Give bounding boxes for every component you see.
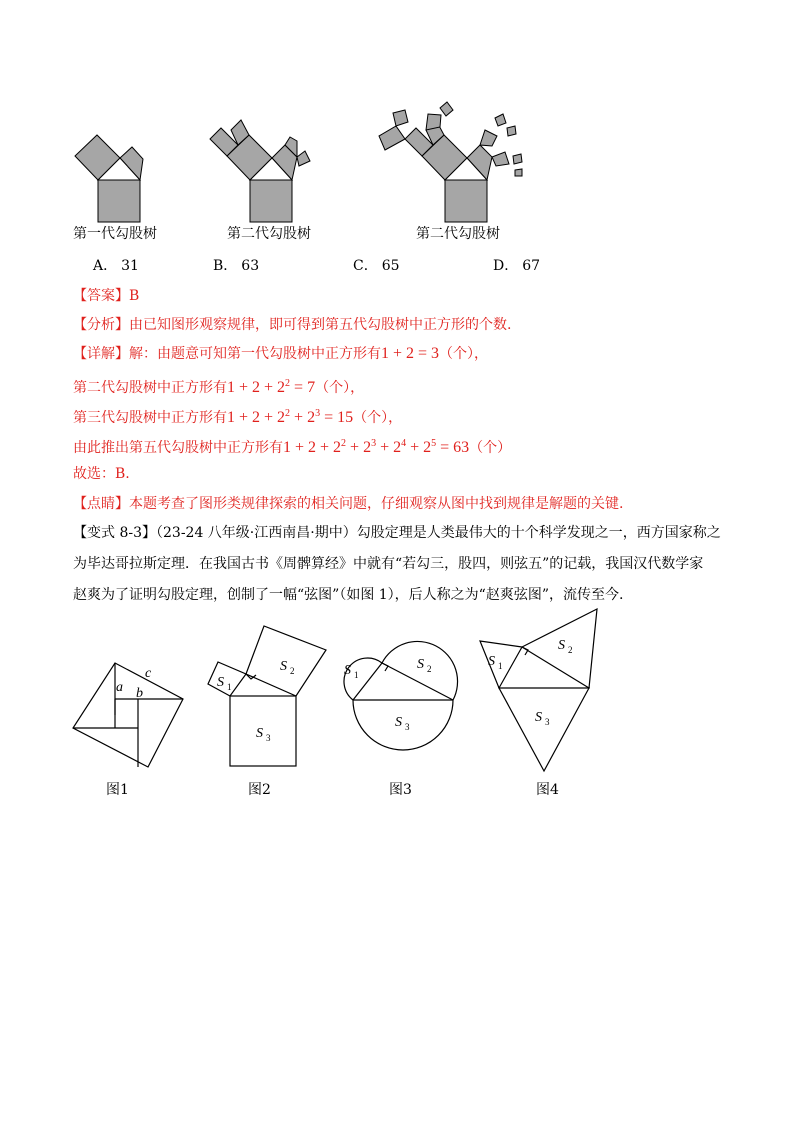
pythagoras-tree-gen3 [375, 98, 540, 228]
option-c[interactable] [353, 256, 400, 276]
figure-caption-2: 图2 [248, 782, 271, 798]
label-s3-sub: 3 [405, 722, 410, 732]
comment-tag: 【点睛】 [73, 496, 129, 512]
detail-line-1 [73, 344, 488, 364]
label-s1-sub: 1 [227, 682, 232, 692]
option-a[interactable] [93, 256, 139, 276]
option-b[interactable] [213, 256, 259, 276]
detail-line-4-text: 由此推出第五代勾股树中正方形有 [73, 440, 283, 456]
analysis-tag: 【分析】 [73, 317, 129, 333]
variant-tag: 【变式 8-3】 [73, 525, 156, 541]
comment-text: 本题考查了图形类规律探索的相关问题，仔细观察从图中找到规律是解题的关键. [129, 496, 624, 512]
detail-line-2 [73, 374, 364, 398]
label-s3-sub: 3 [266, 733, 271, 743]
label-s2: S [280, 659, 287, 674]
label-s2: S [558, 638, 565, 653]
option-c-value: 65 [381, 258, 400, 274]
label-s1: S [344, 663, 351, 678]
variant-line-1 [73, 523, 721, 543]
detail-line-3-math: $1 + 2 + 2^2 + 2^3 = 15$ [227, 408, 354, 426]
option-b-value: 63 [241, 258, 260, 274]
detail-tag: 【详解】 [73, 346, 129, 362]
label-s2-sub: 2 [290, 666, 295, 676]
answer-line [73, 286, 139, 306]
detail-line-2-text: 第二代勾股树中正方形有 [73, 380, 227, 396]
option-d-value: 67 [522, 258, 541, 274]
detail-line-1-text: 解：由题意可知第一代勾股树中正方形有 [129, 346, 381, 362]
label-s1-sub: 1 [354, 670, 359, 680]
option-d[interactable] [493, 256, 540, 276]
label-c: c [145, 666, 152, 681]
pythagoras-tree-gen1 [70, 125, 170, 225]
comment-line [73, 494, 623, 514]
label-s2-sub: 2 [568, 645, 573, 655]
label-b: b [136, 686, 143, 701]
variant-text-1: （23-24 八年级·江西南昌·期中）勾股定理是人类最伟大的十个科学发现之一，西方国家称之 [156, 525, 721, 541]
detail-line-1-unit: （个）， [439, 346, 489, 362]
tree-caption-3: 第二代勾股树 [416, 226, 500, 242]
answer-text: B [129, 288, 140, 304]
analysis-text: 由已知图形观察规律，即可得到第五代勾股树中正方形的个数. [129, 317, 512, 333]
label-s2: S [417, 657, 424, 672]
detail-line-3-text: 第三代勾股树中正方形有 [73, 410, 227, 426]
detail-line-4 [73, 434, 511, 458]
label-s3-sub: 3 [545, 717, 550, 727]
tree-caption-2: 第二代勾股树 [227, 226, 311, 242]
detail-line-2-math: $1 + 2 + 2^2 = 7$ [227, 378, 316, 396]
figure-caption-3: 图3 [389, 782, 412, 798]
detail-line-2-unit: （个）， [315, 380, 365, 396]
detail-line-1-math: 1 + 2 = 3 [381, 345, 440, 362]
figure-caption-1: 图1 [106, 782, 129, 798]
figure-2-squares [200, 616, 330, 771]
detail-line-3-unit: （个）， [353, 410, 403, 426]
option-a-letter: A． [93, 258, 118, 274]
label-s1-sub: 1 [498, 661, 503, 671]
detail-line-4-math: $1 + 2 + 2^2 + 2^3 + 2^4 + 2^5 = 63$ [283, 438, 470, 456]
figure-3-semicircles [335, 630, 470, 780]
label-s3: S [256, 726, 263, 741]
detail-line-3 [73, 404, 402, 428]
option-c-letter: C． [353, 258, 378, 274]
detail-conclusion: 故选：B. [73, 466, 130, 482]
figure-4-triangles [480, 606, 620, 776]
label-s1: S [217, 675, 224, 690]
option-d-letter: D． [493, 258, 519, 274]
analysis-line [73, 315, 511, 335]
label-a: a [116, 680, 123, 695]
figure-1-string-diagram [70, 660, 190, 770]
variant-line-2: 为毕达哥拉斯定理．在我国古书《周髀算经》中就有“若勾三，股四，则弦五”的记载，我国汉代数学家 [73, 556, 704, 572]
label-s3: S [395, 715, 402, 730]
tree-caption-1: 第一代勾股树 [73, 226, 157, 242]
label-s1: S [488, 654, 495, 669]
answer-tag: 【答案】 [73, 288, 129, 304]
figure-caption-4: 图4 [536, 782, 559, 798]
label-s2-sub: 2 [427, 664, 432, 674]
pythagoras-tree-gen2 [205, 115, 335, 225]
variant-line-3: 赵爽为了证明勾股定理，创制了一幅“弦图”（如图 1），后人称之为“赵爽弦图”，流传至今. [73, 587, 624, 603]
detail-line-4-unit: （个） [469, 440, 512, 456]
option-b-letter: B． [213, 258, 238, 274]
option-a-value: 31 [121, 258, 139, 274]
label-s3: S [535, 710, 542, 725]
